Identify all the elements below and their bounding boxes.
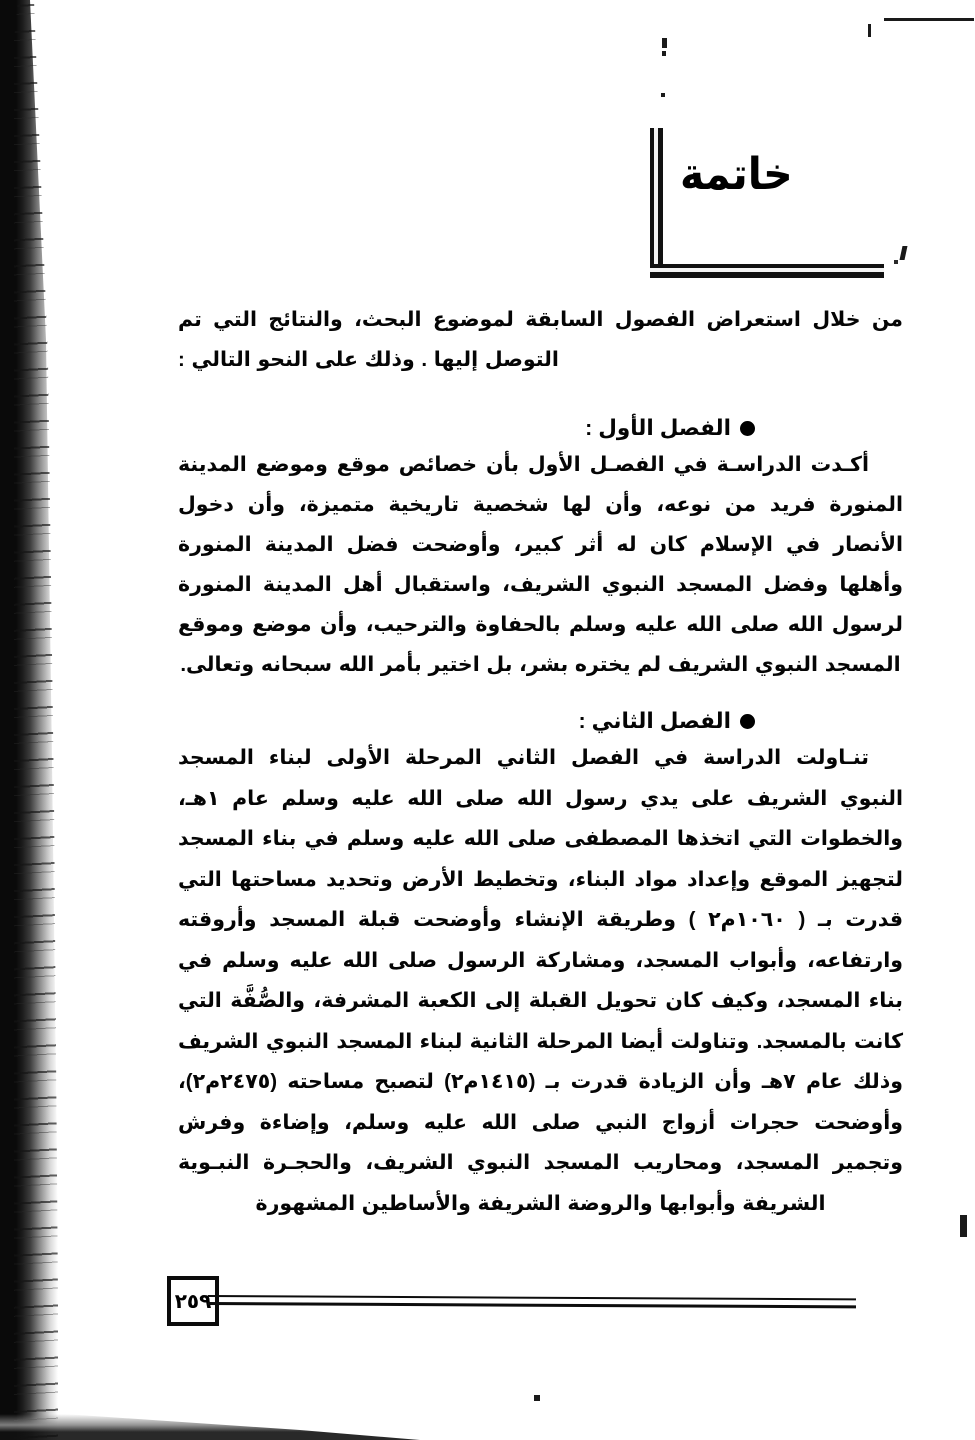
filled-circle-bullet-icon [740, 421, 755, 436]
ornament-horizontal-bar [650, 264, 884, 278]
page-title: خاتمة [680, 149, 793, 199]
intro-paragraph: من خلال استعراض الفصول السابقة لموضوع البحث، والنتائج التي تم التوصل إليها . وذلك على النحو التالي : [178, 308, 903, 371]
scan-speck [884, 18, 974, 21]
scan-speck [661, 93, 665, 97]
binding-shadow-bottom [0, 1414, 420, 1440]
binding-streaks [14, 0, 60, 1440]
ornament-tick-mark [900, 246, 908, 260]
scan-speck [662, 51, 666, 56]
scan-speck [534, 1395, 540, 1401]
binding-shadow [0, 0, 58, 1440]
page-number: ٢٥٩ [167, 1276, 219, 1326]
scan-speck [868, 24, 871, 37]
section-chapter-one [178, 416, 903, 685]
scan-speck [663, 43, 667, 48]
section-chapter-two [178, 709, 903, 1224]
footer-rule-line-top [208, 1295, 856, 1300]
section-heading-label: الفصل الأول : [585, 416, 731, 440]
body-column [178, 300, 903, 1234]
filled-circle-bullet-icon [740, 714, 755, 729]
section-body-chapter-two: تنـاولت الدراسة في الفصل الثاني المرحلة الأولى لبناء المسجد النبوي الشريف على يدي رسول الله صلى الله عليه وسلم عام ١هـ، والخطوات التي اتخذها المصطفى صلى الله عليه وسلم في بناء المسجد لتجهيز الموقع وإعداد مواد البناء، وتخطيط الأرض وتحديد مساحتها التي قدرت بـ ( ١٠٦٠م٢ ) وطريقة الإنشاء وأوضحت قبلة المسجد وأروقته وارتفاعه، وأبواب المسجد، ومشاركة الرسول صلى الله عليه وسلم في بناء المسجد، وكيف كان تحويل القبلة إلى الكعبة المشرفة، والصُّفَّة التي كانت بالمسجد. وتناولت أيضا المرحلة الثانية لبناء المسجد النبوي الشريف وذلك عام ٧هـ وأن الزيادة قدرت بـ (١٤١٥م٢) لتصبح مساحته (٢٤٧٥م٢)، وأوضحت حجرات أزواج النبي صلى الله عليه وسلم، وإضاءة وفرش وتجمير المسجد، ومحاريب المسجد النبوي الشريف، والحجـرة النبـوية الشريفة وأبوابها والروضة الشريفة والأساطين المشهورة [178, 746, 904, 1215]
footer-rule-line-bottom [208, 1302, 856, 1308]
footer-rule [208, 1295, 856, 1306]
ornament-dot [894, 260, 898, 264]
page-footer [0, 1276, 975, 1336]
section-heading-label: الفصل الثاني : [578, 709, 731, 733]
chapter-title-block [650, 128, 900, 278]
section-heading-chapter-one [178, 416, 903, 441]
section-body-chapter-one: أكـدت الدراسـة في الفصـل الأول بأن خصائص موقع وموضع المدينة المنورة فريد من نوعه، وأن لها شخصية تاريخية متميزة، وأن دخول الأنصار في الإسلام كان له أثر كبير، وأوضحت فضل المدينة المنورة وأهلها وفضل المسجد النبوي الشريف، واستقبال أهل المدينة المنورة لرسول الله صلى الله عليه وسلم بالحفاوة والترحيب، وأن موضع وموقع المسجد النبوي الشريف لم يختره بشر، بل اختير بأمر الله سبحانه وتعالى. [178, 453, 903, 676]
scan-speck [960, 1215, 967, 1237]
section-heading-chapter-two [178, 709, 903, 734]
scan-speck [662, 38, 667, 48]
ornament-vertical-bar [650, 128, 663, 268]
